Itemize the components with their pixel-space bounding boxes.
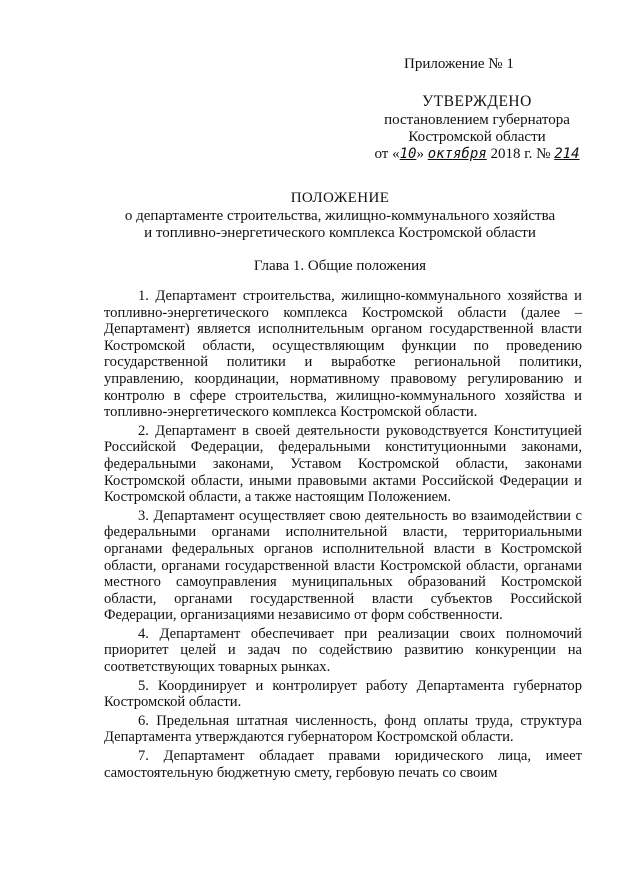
decree-line-2: Костромской области: [408, 129, 546, 145]
decree-line-1: постановлением губернатора: [384, 112, 570, 128]
date-month: октября: [427, 146, 487, 162]
paragraph-1: 1. Департамент строительства, жилищно-коммунального хозяйства и топливно-энергетического комплекса Костромской области (далее – Департамент) является исполнительным органом государственной власти Костромской области, осуществляющим функции по проведению государственной политики и выработке региональной политики, управлению, координации, нормативному правовому регулированию и контролю в сфере строительства, жилищно-коммунального хозяйства и топливно-энергетического комплекса Костромской области.: [104, 288, 582, 421]
paragraph-3: 3. Департамент осуществляет свою деятельность во взаимодействии с федеральными органами исполнительной власти, территориальными органами федеральных органов исполнительной власти в Костромской области, органами государственной власти Костромской области, органами местного самоуправления муниципальных образований Костромской области, органами государственной власти субъектов Российской Федерации, организациями независимо от форм собственности.: [104, 507, 582, 624]
paragraph-7: 7. Департамент обладает правами юридического лица, имеет самостоятельную бюджетную смету, гербовую печать со своим: [104, 748, 582, 781]
approval-decree: [332, 112, 622, 146]
date-mid: »: [416, 146, 428, 162]
paragraph-4: 4. Департамент обеспечивает при реализации своих полномочий приоритет целей и задач по содействию развитию конкуренции на соответствующих товарных рынках.: [104, 625, 582, 676]
approval-stamp-title: УТВЕРЖДЕНО: [422, 93, 532, 110]
approval-date-line: [332, 146, 622, 163]
document-subtitle: [100, 208, 580, 242]
chapter-heading: Глава 1. Общие положения: [253, 258, 427, 274]
annex-label: Приложение № 1: [404, 56, 514, 72]
date-day: 10: [399, 146, 417, 162]
document-body: [104, 288, 582, 783]
date-year: 2018 г. №: [486, 146, 555, 162]
paragraph-5: 5. Координирует и контролирует работу Департамента губернатор Костромской области.: [104, 677, 582, 711]
subtitle-line-1: о департаменте строительства, жилищно-коммунального хозяйства: [124, 208, 556, 224]
date-prefix: от «: [374, 146, 400, 162]
paragraph-6: 6. Предельная штатная численность, фонд оплаты труда, структура Департамента утверждаются губернатором Костромской области.: [104, 712, 582, 746]
subtitle-line-2: и топливно-энергетического комплекса Костромской области: [144, 225, 536, 241]
decree-number: 214: [554, 146, 580, 162]
paragraph-2: 2. Департамент в своей деятельности руководствуется Конституцией Российской Федерации, федеральными конституционными законами, федеральными законами, Уставом Костромской области, законами Костромской области, иными правовыми актами Российской Федерации и Костромской области, а также настоящим Положением.: [104, 422, 582, 506]
document-title: ПОЛОЖЕНИЕ: [290, 190, 390, 206]
